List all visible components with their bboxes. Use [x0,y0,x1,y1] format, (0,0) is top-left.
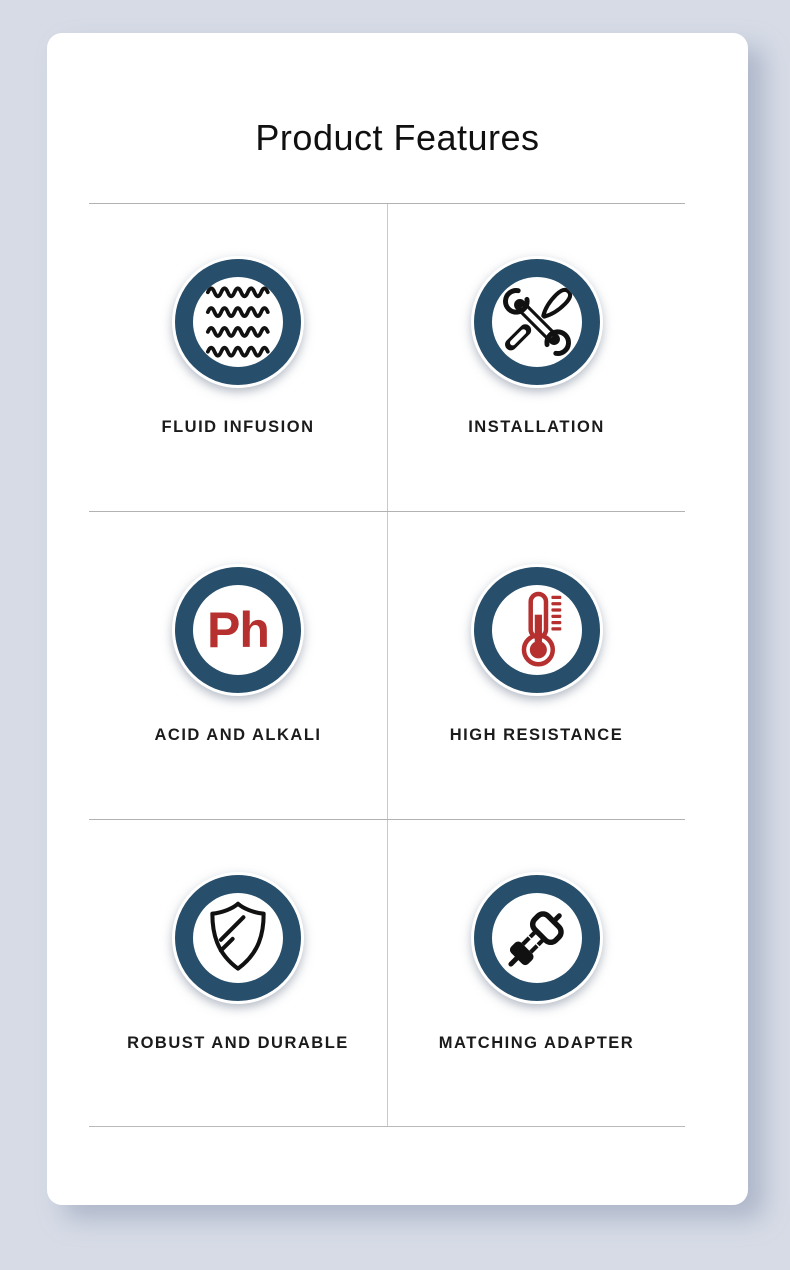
product-features-card [47,33,748,1205]
features-row [89,819,685,1127]
page-title: Product Features [255,117,540,158]
plug-icon [492,893,582,983]
features-row [89,511,685,819]
features-grid [89,203,685,1127]
feature-cell-high-resistance [387,512,685,819]
features-row [89,203,685,511]
feature-badge [172,564,304,696]
feature-label: HIGH RESISTANCE [449,726,624,744]
waves-icon [193,277,283,367]
ph-icon: Ph [207,602,269,658]
feature-badge [471,564,603,696]
shield-icon [193,893,283,983]
feature-cell-acid-and-alkali [89,512,387,819]
feature-label: INSTALLATION [468,418,605,436]
feature-badge [172,872,304,1004]
feature-cell-matching-adapter [387,820,685,1126]
feature-cell-robust-and-durable [89,820,387,1126]
feature-badge [471,256,603,388]
feature-label: MATCHING ADAPTER [438,1034,635,1052]
feature-label: ROBUST AND DURABLE [127,1034,349,1052]
thermometer-icon [492,585,582,675]
feature-badge [172,256,304,388]
tools-icon [492,277,582,367]
feature-cell-installation [387,204,685,511]
feature-label: ACID AND ALKALI [154,726,322,744]
feature-label: FLUID INFUSION [161,418,315,436]
feature-cell-fluid-infusion [89,204,387,511]
feature-badge [471,872,603,1004]
